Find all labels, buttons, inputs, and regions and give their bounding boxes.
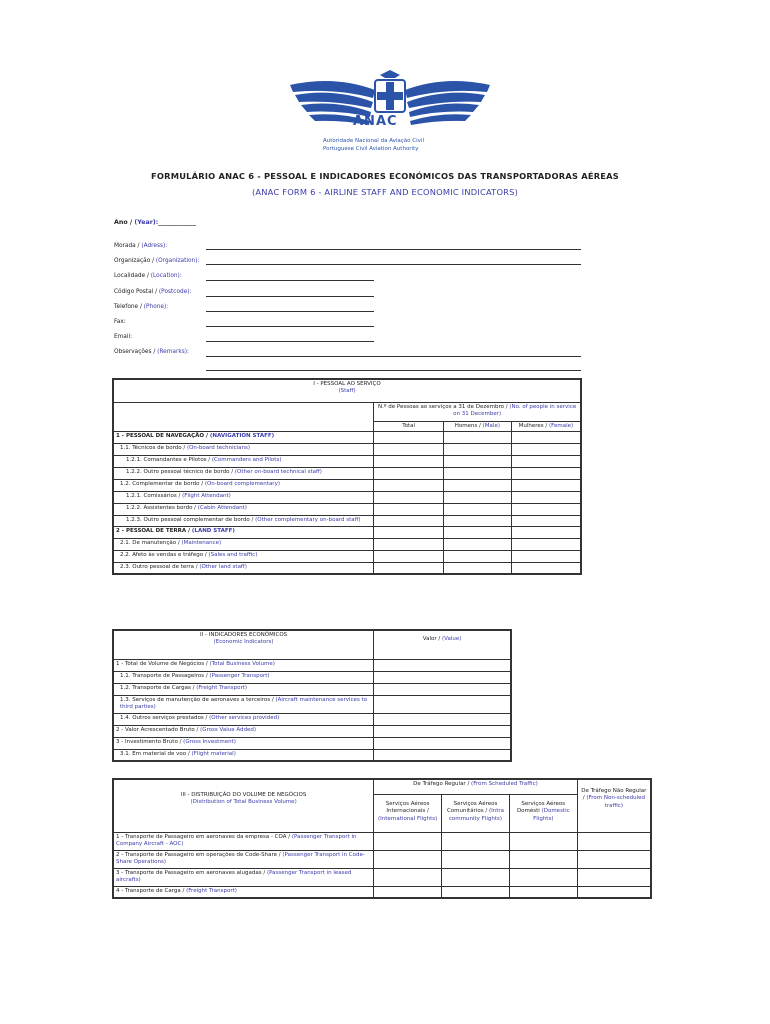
staff-row-label: 1.2. Complementar de bordo / (On-board complementary) <box>113 480 374 492</box>
form-title: FORMULÁRIO ANAC 6 - PESSOAL E INDICADORES ECONÓMICOS DAS TRANSPORTADORAS AÉREAS <box>151 171 619 181</box>
staff-cell[interactable] <box>443 562 511 574</box>
staff-cell[interactable] <box>511 456 581 468</box>
distribution-regular-header: De Tráfego Regular / (From Scheduled Traffic) <box>374 779 577 795</box>
distribution-row-label: 4 - Transporte de Carga / (Freight Transport) <box>113 886 374 898</box>
distribution-cell[interactable] <box>577 850 651 868</box>
remarks-input-line-2[interactable] <box>206 370 581 371</box>
distribution-row-label: 1 - Transporte de Passageiro em aeronaves da empresa - COA / (Passenger Transport in Company Aircraft - AOC) <box>113 833 374 851</box>
staff-cell[interactable] <box>443 480 511 492</box>
staff-cell[interactable] <box>443 444 511 456</box>
staff-cell[interactable] <box>374 526 444 538</box>
staff-cell[interactable] <box>374 432 444 444</box>
staff-cell[interactable] <box>443 492 511 504</box>
distribution-cell[interactable] <box>442 886 510 898</box>
distribution-cell[interactable] <box>374 868 442 886</box>
staff-row-label: 1.1. Técnicos de bordo / (On-board technicians) <box>113 444 374 456</box>
economic-cell[interactable] <box>374 660 511 672</box>
distribution-col-domestic: Serviços Aéreos Domésti (Domestic Flights) <box>509 795 577 833</box>
staff-col-women: Mulheres / (Female) <box>511 422 581 432</box>
economic-row-label: 1.3. Serviços de manutenção de aeronaves a terceiros / (Aircraft maintenance services to third parties) <box>113 696 374 714</box>
economic-row-label: 1.4. Outros serviços prestados / (Other services provided) <box>113 713 374 725</box>
staff-cell[interactable] <box>374 468 444 480</box>
staff-row-label: 2.2. Afeto às vendas e tráfego / (Sales and traffic) <box>113 550 374 562</box>
staff-table <box>112 378 582 575</box>
economic-row-label: 3 - Investimento Bruto / (Gross Investment) <box>113 737 374 749</box>
economic-cell[interactable] <box>374 713 511 725</box>
logo-acronym: ANAC <box>353 114 398 129</box>
economic-cell[interactable] <box>374 737 511 749</box>
distribution-cell[interactable] <box>442 868 510 886</box>
economic-col-value: Valor / (Value) <box>374 630 511 660</box>
logo-name-pt: Autoridade Nacional da Aviação Civil <box>323 138 424 144</box>
economic-row-label: 2 - Valor Acrescentado Bruto / (Gross Value Added) <box>113 725 374 737</box>
year-blank: ____________ <box>158 219 197 226</box>
distribution-cell[interactable] <box>509 833 577 851</box>
distribution-cell[interactable] <box>577 833 651 851</box>
staff-cell[interactable] <box>511 468 581 480</box>
staff-cell[interactable] <box>511 432 581 444</box>
address-input-line[interactable] <box>206 249 581 250</box>
economic-cell[interactable] <box>374 749 511 761</box>
staff-cell[interactable] <box>511 492 581 504</box>
staff-cell[interactable] <box>374 538 444 550</box>
staff-cell[interactable] <box>511 480 581 492</box>
staff-row-label: 1.2.1. Comandantes e Pilotos / (Commanders and Pilots) <box>113 456 374 468</box>
staff-cell[interactable] <box>374 550 444 562</box>
staff-cell[interactable] <box>374 492 444 504</box>
staff-cell[interactable] <box>443 516 511 526</box>
distribution-row-label: 3 - Transporte de Passageiro em aeronaves alugadas / (Passenger Transport in leased aircrafts) <box>113 868 374 886</box>
staff-cell[interactable] <box>443 456 511 468</box>
economic-cell[interactable] <box>374 696 511 714</box>
phone-input-line[interactable] <box>206 311 374 312</box>
distribution-section-header: III - DISTRIBUIÇÃO DO VOLUME DE NEGÓCIOS (Distribution of Total Business Volume) <box>113 779 374 833</box>
field-label-location: Localidade / (Location): <box>114 273 182 279</box>
field-label-address: Morada / (Adress): <box>114 243 168 249</box>
distribution-cell[interactable] <box>442 850 510 868</box>
staff-row-label: 1.2.1. Comissários / (Flight Attendant) <box>113 492 374 504</box>
staff-cell[interactable] <box>443 468 511 480</box>
year-field[interactable] <box>114 219 196 226</box>
organization-input-line[interactable] <box>206 264 581 265</box>
logo-name-en: Portuguese Civil Aviation Authority <box>323 146 419 152</box>
staff-cell[interactable] <box>374 480 444 492</box>
staff-cell[interactable] <box>374 516 444 526</box>
distribution-cell[interactable] <box>509 886 577 898</box>
staff-section-header: I - PESSOAL AO SERVIÇO (Staff) <box>113 379 581 403</box>
email-input-line[interactable] <box>206 341 374 342</box>
location-input-line[interactable] <box>206 280 374 281</box>
staff-col-men: Homens / (Male) <box>443 422 511 432</box>
staff-cell[interactable] <box>374 456 444 468</box>
economic-row-label: 3.1. Em material de voo / (Flight material) <box>113 749 374 761</box>
economic-row-label: 1 - Total de Volume de Negócios / (Total Business Volume) <box>113 660 374 672</box>
field-label-phone: Telefone / (Phone): <box>114 304 169 310</box>
year-label-en: (Year): <box>134 219 159 226</box>
staff-colgroup-header: N.º de Pessoas ao serviços a 31 de Dezembro / (No. of people in service on 31 December) <box>374 403 581 422</box>
economic-table <box>112 629 512 762</box>
staff-row-label: 2 - PESSOAL DE TERRA / (LAND STAFF) <box>113 526 374 538</box>
economic-row-label: 1.2. Transporte de Cargas / (Freight Transport) <box>113 684 374 696</box>
remarks-input-line[interactable] <box>206 356 581 357</box>
staff-cell[interactable] <box>511 538 581 550</box>
field-label-fax: Fax: <box>114 319 126 325</box>
distribution-cell[interactable] <box>374 886 442 898</box>
economic-cell[interactable] <box>374 672 511 684</box>
staff-cell[interactable] <box>443 526 511 538</box>
year-label-pt: Ano / <box>114 219 135 226</box>
distribution-col-community: Serviços Aéreos Comunitários / (Intra community Flights) <box>442 795 510 833</box>
form-subtitle: (ANAC FORM 6 - AIRLINE STAFF AND ECONOMIC INDICATORS) <box>251 187 519 197</box>
staff-col-total: Total <box>374 422 444 432</box>
economic-cell[interactable] <box>374 725 511 737</box>
distribution-cell[interactable] <box>442 833 510 851</box>
anac-logo <box>285 70 495 160</box>
staff-cell[interactable] <box>374 562 444 574</box>
distribution-cell[interactable] <box>577 886 651 898</box>
fax-input-line[interactable] <box>206 326 374 327</box>
distribution-cell[interactable] <box>374 833 442 851</box>
distribution-cell[interactable] <box>509 868 577 886</box>
field-label-postcode: Código Postal / (Postcode): <box>114 289 192 295</box>
economic-cell[interactable] <box>374 684 511 696</box>
staff-row-label: 2.3. Outro pessoal de terra / (Other land staff) <box>113 562 374 574</box>
postcode-input-line[interactable] <box>206 296 374 297</box>
staff-cell[interactable] <box>511 526 581 538</box>
staff-row-label: 1 - PESSOAL DE NAVEGAÇÃO / (NAVIGATION STAFF) <box>113 432 374 444</box>
distribution-row-label: 2 - Transporte de Passageiro em operações de Code-Share / (Passenger Transport in Code-Share Operations) <box>113 850 374 868</box>
staff-blank-header <box>113 403 374 432</box>
staff-cell[interactable] <box>443 432 511 444</box>
distribution-nonregular-header: De Tráfego Não Regular / (From Non-scheduled traffic) <box>577 779 651 833</box>
field-label-remarks: Observações / (Remarks): <box>114 349 189 355</box>
distribution-cell[interactable] <box>577 868 651 886</box>
staff-row-label: 1.2.2. Outro pessoal técnico de bordo / (Other on-board technical staff) <box>113 468 374 480</box>
staff-cell[interactable] <box>511 550 581 562</box>
staff-cell[interactable] <box>374 504 444 516</box>
distribution-table <box>112 778 652 899</box>
field-label-organization: Organização / (Organization): <box>114 258 200 264</box>
staff-row-label: 1.2.2. Assistentes bordo / (Cabin Attendant) <box>113 504 374 516</box>
economic-row-label: 1.1. Transporte de Passageiros / (Passenger Transport) <box>113 672 374 684</box>
staff-cell[interactable] <box>443 538 511 550</box>
staff-cell[interactable] <box>511 504 581 516</box>
staff-row-label: 2.1. De manutenção / (Maintenance) <box>113 538 374 550</box>
distribution-cell[interactable] <box>374 850 442 868</box>
staff-cell[interactable] <box>374 444 444 456</box>
staff-cell[interactable] <box>511 444 581 456</box>
field-label-email: Email: <box>114 334 133 340</box>
staff-cell[interactable] <box>443 504 511 516</box>
staff-row-label: 1.2.3. Outro pessoal complementar de bordo / (Other complementary on-board staff) <box>113 516 374 526</box>
distribution-col-international: Serviços Aéreos Internacionais / (International Flights) <box>374 795 442 833</box>
economic-section-header: II - INDICADORES ECONÓMICOS (Economic Indicators) <box>113 630 374 660</box>
distribution-cell[interactable] <box>509 850 577 868</box>
staff-cell[interactable] <box>443 550 511 562</box>
staff-cell[interactable] <box>511 562 581 574</box>
staff-cell[interactable] <box>511 516 581 526</box>
